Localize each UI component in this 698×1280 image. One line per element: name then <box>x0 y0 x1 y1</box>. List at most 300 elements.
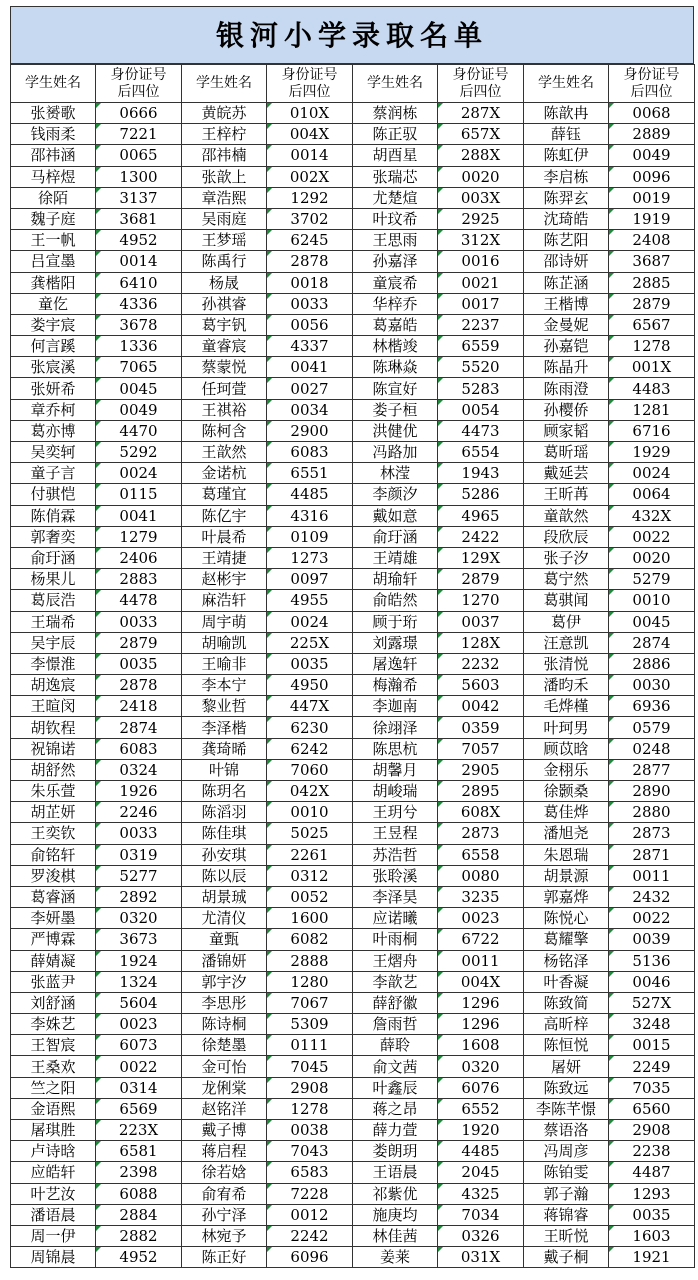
id-last4-cell: 0035 <box>96 653 182 674</box>
table-row <box>11 547 695 568</box>
student-name-cell: 俞铭轩 <box>11 844 96 865</box>
student-name-cell: 周一伊 <box>11 1225 96 1246</box>
student-name-cell: 卢诗晗 <box>11 1141 96 1162</box>
id-last4-cell: 6551 <box>267 463 353 484</box>
table-row <box>11 1120 695 1141</box>
student-name-cell: 张宸溪 <box>11 357 96 378</box>
id-last4-cell: 010X <box>267 103 353 124</box>
student-name-cell: 张瑞芯 <box>353 166 438 187</box>
student-name-cell: 戴如意 <box>353 505 438 526</box>
id-last4-cell: 6096 <box>267 1247 353 1268</box>
student-name-cell: 叶玟希 <box>353 208 438 229</box>
student-name-cell: 胡景珹 <box>182 886 267 907</box>
student-name-cell: 章浩熙 <box>182 187 267 208</box>
table-row <box>11 823 695 844</box>
id-last4-cell: 4473 <box>438 420 524 441</box>
id-last4-cell: 0034 <box>267 399 353 420</box>
id-last4-cell: 002X <box>267 166 353 187</box>
id-last4-cell: 1921 <box>609 1247 695 1268</box>
student-name-cell: 张歆上 <box>182 166 267 187</box>
student-name-cell: 尤楚煊 <box>353 187 438 208</box>
id-last4-cell: 1324 <box>96 971 182 992</box>
student-name-cell: 葛辰浩 <box>11 590 96 611</box>
id-last4-cell: 0024 <box>267 611 353 632</box>
table-row <box>11 653 695 674</box>
student-name-cell: 戴子博 <box>182 1120 267 1141</box>
table-row <box>11 293 695 314</box>
id-last4-cell: 2878 <box>96 675 182 696</box>
student-name-cell: 俞宥希 <box>182 1183 267 1204</box>
student-name-cell: 童歆然 <box>524 505 609 526</box>
id-last4-cell: 2422 <box>438 526 524 547</box>
id-last4-cell: 004X <box>438 971 524 992</box>
table-row <box>11 802 695 823</box>
id-last4-cell: 223X <box>96 1120 182 1141</box>
table-row <box>11 738 695 759</box>
student-name-cell: 葛耀擎 <box>524 929 609 950</box>
id-last4-cell: 0016 <box>438 251 524 272</box>
student-name-cell: 杨铭泽 <box>524 950 609 971</box>
id-last4-cell: 0023 <box>438 908 524 929</box>
id-last4-cell: 7045 <box>267 1056 353 1077</box>
student-name-cell: 蔡语洛 <box>524 1120 609 1141</box>
id-last4-cell: 4485 <box>438 1141 524 1162</box>
student-name-cell: 王昕悦 <box>524 1225 609 1246</box>
id-last4-cell: 1336 <box>96 336 182 357</box>
id-last4-cell: 0049 <box>96 399 182 420</box>
student-name-cell: 陈宣好 <box>353 378 438 399</box>
id-last4-cell: 0320 <box>438 1056 524 1077</box>
student-name-cell: 徐翊泽 <box>353 717 438 738</box>
student-name-cell: 王一帆 <box>11 230 96 251</box>
student-name-cell: 陈琳焱 <box>353 357 438 378</box>
student-name-cell: 徐颢桑 <box>524 781 609 802</box>
id-last4-cell: 2879 <box>609 293 695 314</box>
id-last4-cell: 7228 <box>267 1183 353 1204</box>
student-name-cell: 蒋之昂 <box>353 1098 438 1119</box>
id-last4-cell: 2871 <box>609 844 695 865</box>
student-name-cell: 刘舒涵 <box>11 992 96 1013</box>
id-last4-cell: 1603 <box>609 1225 695 1246</box>
student-name-cell: 陈正驭 <box>353 124 438 145</box>
id-last4-cell: 0022 <box>609 526 695 547</box>
student-name-cell: 叶锦 <box>182 759 267 780</box>
id-last4-cell: 2237 <box>438 314 524 335</box>
id-last4-cell: 225X <box>267 632 353 653</box>
id-last4-cell: 0579 <box>609 717 695 738</box>
header-student-name: 学生姓名 <box>524 65 609 103</box>
table-row <box>11 1014 695 1035</box>
student-name-cell: 金栩乐 <box>524 759 609 780</box>
table-row <box>11 1204 695 1225</box>
id-last4-cell: 4337 <box>267 336 353 357</box>
student-name-cell: 娄子桓 <box>353 399 438 420</box>
id-last4-cell: 4336 <box>96 293 182 314</box>
student-name-cell: 黎业哲 <box>182 696 267 717</box>
id-last4-cell: 6558 <box>438 844 524 865</box>
student-name-cell: 周宇萌 <box>182 611 267 632</box>
student-name-cell: 葛伊 <box>524 611 609 632</box>
id-last4-cell: 608X <box>438 802 524 823</box>
id-last4-cell: 6583 <box>267 1162 353 1183</box>
id-last4-cell: 0020 <box>438 166 524 187</box>
student-name-cell: 王暄闵 <box>11 696 96 717</box>
student-name-cell: 王靖雄 <box>353 547 438 568</box>
id-last4-cell: 2873 <box>438 823 524 844</box>
id-last4-cell: 0030 <box>609 675 695 696</box>
student-name-cell: 赵彬宇 <box>182 569 267 590</box>
student-name-cell: 王昱程 <box>353 823 438 844</box>
student-name-cell: 顾家韬 <box>524 420 609 441</box>
student-name-cell: 金可怡 <box>182 1056 267 1077</box>
student-name-cell: 龙俐棠 <box>182 1077 267 1098</box>
student-name-cell: 林滢 <box>353 463 438 484</box>
id-last4-cell: 0024 <box>609 463 695 484</box>
id-last4-cell: 6083 <box>267 442 353 463</box>
table-row <box>11 230 695 251</box>
id-last4-cell: 6088 <box>96 1183 182 1204</box>
student-name-cell: 严博霖 <box>11 929 96 950</box>
student-name-cell: 童宸希 <box>353 272 438 293</box>
id-last4-cell: 5025 <box>267 823 353 844</box>
student-name-cell: 邵祎涵 <box>11 145 96 166</box>
student-name-cell: 张赟歌 <box>11 103 96 124</box>
table-row <box>11 1183 695 1204</box>
table-row <box>11 971 695 992</box>
id-last4-cell: 4325 <box>438 1183 524 1204</box>
table-row <box>11 484 695 505</box>
student-name-cell: 张蓝尹 <box>11 971 96 992</box>
student-name-cell: 陈致远 <box>524 1077 609 1098</box>
table-row <box>11 187 695 208</box>
student-name-cell: 金曼妮 <box>524 314 609 335</box>
table-row <box>11 611 695 632</box>
student-name-cell: 薛聆 <box>353 1035 438 1056</box>
student-name-cell: 刘露璟 <box>353 632 438 653</box>
id-last4-cell: 2890 <box>609 781 695 802</box>
student-name-cell: 薛婧凝 <box>11 950 96 971</box>
student-name-cell: 王桑欢 <box>11 1056 96 1077</box>
id-last4-cell: 0018 <box>267 272 353 293</box>
table-row <box>11 929 695 950</box>
id-last4-cell: 1278 <box>267 1098 353 1119</box>
id-last4-cell: 0056 <box>267 314 353 335</box>
student-name-cell: 张聆溪 <box>353 865 438 886</box>
table-row <box>11 992 695 1013</box>
student-name-cell: 吕宣墨 <box>11 251 96 272</box>
student-name-cell: 陈虹伊 <box>524 145 609 166</box>
id-last4-cell: 0248 <box>609 738 695 759</box>
id-last4-cell: 6082 <box>267 929 353 950</box>
student-name-cell: 陈雨澄 <box>524 378 609 399</box>
id-last4-cell: 5292 <box>96 442 182 463</box>
id-last4-cell: 2406 <box>96 547 182 568</box>
id-last4-cell: 0049 <box>609 145 695 166</box>
student-name-cell: 李姝艺 <box>11 1014 96 1035</box>
student-name-cell: 娄宇宸 <box>11 314 96 335</box>
id-last4-cell: 3678 <box>96 314 182 335</box>
table-row <box>11 781 695 802</box>
student-name-cell: 王玥兮 <box>353 802 438 823</box>
id-last4-cell: 0109 <box>267 526 353 547</box>
student-name-cell: 徐楚墨 <box>182 1035 267 1056</box>
student-name-cell: 葛嘉皓 <box>353 314 438 335</box>
id-last4-cell: 0023 <box>96 1014 182 1035</box>
id-last4-cell: 2880 <box>609 802 695 823</box>
table-row <box>11 886 695 907</box>
student-name-cell: 葛佳烨 <box>524 802 609 823</box>
id-last4-cell: 6554 <box>438 442 524 463</box>
table-row <box>11 420 695 441</box>
student-name-cell: 林佳茜 <box>353 1225 438 1246</box>
id-last4-cell: 0111 <box>267 1035 353 1056</box>
id-last4-cell: 2889 <box>609 124 695 145</box>
id-last4-cell: 1281 <box>609 399 695 420</box>
student-name-cell: 郭子瀚 <box>524 1183 609 1204</box>
header-id-last4: 身份证号 后四位 <box>267 65 353 103</box>
table-row <box>11 526 695 547</box>
id-last4-cell: 288X <box>438 145 524 166</box>
id-last4-cell: 5309 <box>267 1014 353 1035</box>
student-name-cell: 朱恩瑞 <box>524 844 609 865</box>
id-last4-cell: 2878 <box>267 251 353 272</box>
id-last4-cell: 3673 <box>96 929 182 950</box>
id-last4-cell: 4478 <box>96 590 182 611</box>
student-name-cell: 叶鑫辰 <box>353 1077 438 1098</box>
id-last4-cell: 2232 <box>438 653 524 674</box>
id-last4-cell: 0312 <box>267 865 353 886</box>
id-last4-cell: 0080 <box>438 865 524 886</box>
student-name-cell: 李启栋 <box>524 166 609 187</box>
student-name-cell: 王瑞希 <box>11 611 96 632</box>
header-id-last4: 身份证号 后四位 <box>96 65 182 103</box>
id-last4-cell: 6230 <box>267 717 353 738</box>
student-name-cell: 杨果儿 <box>11 569 96 590</box>
id-last4-cell: 5604 <box>96 992 182 1013</box>
id-last4-cell: 2242 <box>267 1225 353 1246</box>
table-row <box>11 844 695 865</box>
student-name-cell: 顾于珩 <box>353 611 438 632</box>
id-last4-cell: 129X <box>438 547 524 568</box>
id-last4-cell: 003X <box>438 187 524 208</box>
id-last4-cell: 2873 <box>609 823 695 844</box>
table-row <box>11 145 695 166</box>
student-name-cell: 潘锦妍 <box>182 950 267 971</box>
id-last4-cell: 0033 <box>96 823 182 844</box>
id-last4-cell: 2246 <box>96 802 182 823</box>
table-row <box>11 1077 695 1098</box>
id-last4-cell: 1608 <box>438 1035 524 1056</box>
table-row <box>11 1056 695 1077</box>
id-last4-cell: 2882 <box>96 1225 182 1246</box>
student-name-cell: 潘语晨 <box>11 1204 96 1225</box>
id-last4-cell: 0039 <box>609 929 695 950</box>
id-last4-cell: 0042 <box>438 696 524 717</box>
student-name-cell: 胡峻瑞 <box>353 781 438 802</box>
id-last4-cell: 1300 <box>96 166 182 187</box>
id-last4-cell: 0054 <box>438 399 524 420</box>
student-name-cell: 薛钰 <box>524 124 609 145</box>
student-name-cell: 潘昀禾 <box>524 675 609 696</box>
student-name-cell: 屠妍 <box>524 1056 609 1077</box>
id-last4-cell: 001X <box>609 357 695 378</box>
student-name-cell: 胡钦程 <box>11 717 96 738</box>
student-name-cell: 吴奕轲 <box>11 442 96 463</box>
id-last4-cell: 6569 <box>96 1098 182 1119</box>
table-row <box>11 314 695 335</box>
student-name-cell: 童仡 <box>11 293 96 314</box>
student-name-cell: 郭宇汐 <box>182 971 267 992</box>
table-row <box>11 1162 695 1183</box>
id-last4-cell: 6083 <box>96 738 182 759</box>
student-name-cell: 段欣辰 <box>524 526 609 547</box>
id-last4-cell: 6242 <box>267 738 353 759</box>
id-last4-cell: 2892 <box>96 886 182 907</box>
table-row <box>11 696 695 717</box>
student-name-cell: 孙樱侨 <box>524 399 609 420</box>
student-name-cell: 任珂萱 <box>182 378 267 399</box>
id-last4-cell: 2432 <box>609 886 695 907</box>
student-name-cell: 苏浩哲 <box>353 844 438 865</box>
id-last4-cell: 657X <box>438 124 524 145</box>
id-last4-cell: 2879 <box>96 632 182 653</box>
id-last4-cell: 6581 <box>96 1141 182 1162</box>
student-name-cell: 王智宸 <box>11 1035 96 1056</box>
id-last4-cell: 5136 <box>609 950 695 971</box>
id-last4-cell: 0010 <box>267 802 353 823</box>
table-row <box>11 378 695 399</box>
student-name-cell: 屠逸轩 <box>353 653 438 674</box>
student-name-cell: 胡逸宸 <box>11 675 96 696</box>
student-name-cell: 胡瑜轩 <box>353 569 438 590</box>
student-name-cell: 周锦晨 <box>11 1247 96 1268</box>
student-name-cell: 蒋锦睿 <box>524 1204 609 1225</box>
id-last4-cell: 1279 <box>96 526 182 547</box>
table-row <box>11 336 695 357</box>
id-last4-cell: 2045 <box>438 1162 524 1183</box>
id-last4-cell: 4316 <box>267 505 353 526</box>
student-name-cell: 朱乐萱 <box>11 781 96 802</box>
id-last4-cell: 0011 <box>438 950 524 971</box>
id-last4-cell: 2905 <box>438 759 524 780</box>
id-last4-cell: 6245 <box>267 230 353 251</box>
student-name-cell: 孙嘉泽 <box>353 251 438 272</box>
table-row <box>11 759 695 780</box>
student-name-cell: 叶艺汝 <box>11 1183 96 1204</box>
student-name-cell: 冯路加 <box>353 442 438 463</box>
id-last4-cell: 1296 <box>438 992 524 1013</box>
student-name-cell: 胡景源 <box>524 865 609 886</box>
id-last4-cell: 2888 <box>267 950 353 971</box>
id-last4-cell: 5277 <box>96 865 182 886</box>
student-name-cell: 潘旭尧 <box>524 823 609 844</box>
student-name-cell: 孙嘉铠 <box>524 336 609 357</box>
id-last4-cell: 3235 <box>438 886 524 907</box>
student-name-cell: 钱雨柔 <box>11 124 96 145</box>
table-row <box>11 865 695 886</box>
id-last4-cell: 2886 <box>609 653 695 674</box>
student-name-cell: 陈晶升 <box>524 357 609 378</box>
id-last4-cell: 432X <box>609 505 695 526</box>
student-name-cell: 金语熙 <box>11 1098 96 1119</box>
id-last4-cell: 0022 <box>96 1056 182 1077</box>
table-row <box>11 251 695 272</box>
id-last4-cell: 6410 <box>96 272 182 293</box>
table-body <box>11 103 695 1268</box>
student-name-cell: 梅瀚希 <box>353 675 438 696</box>
student-name-cell: 王靖捷 <box>182 547 267 568</box>
id-last4-cell: 4952 <box>96 230 182 251</box>
id-last4-cell: 1292 <box>267 187 353 208</box>
id-last4-cell: 0014 <box>267 145 353 166</box>
student-name-cell: 徐陌 <box>11 187 96 208</box>
student-name-cell: 吴宇辰 <box>11 632 96 653</box>
id-last4-cell: 0033 <box>267 293 353 314</box>
id-last4-cell: 447X <box>267 696 353 717</box>
student-name-cell: 孙安琪 <box>182 844 267 865</box>
id-last4-cell: 1919 <box>609 208 695 229</box>
table-row <box>11 505 695 526</box>
student-name-cell: 张子汐 <box>524 547 609 568</box>
table-row <box>11 103 695 124</box>
student-name-cell: 蒋启程 <box>182 1141 267 1162</box>
student-name-cell: 戴延芸 <box>524 463 609 484</box>
table-row <box>11 166 695 187</box>
id-last4-cell: 0033 <box>96 611 182 632</box>
header-id-last4: 身份证号 后四位 <box>438 65 524 103</box>
student-name-cell: 童子言 <box>11 463 96 484</box>
id-last4-cell: 5520 <box>438 357 524 378</box>
id-last4-cell: 031X <box>438 1247 524 1268</box>
student-name-cell: 李本宁 <box>182 675 267 696</box>
id-last4-cell: 3248 <box>609 1014 695 1035</box>
student-name-cell: 吴雨庭 <box>182 208 267 229</box>
id-last4-cell: 0027 <box>267 378 353 399</box>
id-last4-cell: 7060 <box>267 759 353 780</box>
student-name-cell: 尤清仪 <box>182 908 267 929</box>
student-name-cell: 胡酉星 <box>353 145 438 166</box>
id-last4-cell: 6076 <box>438 1077 524 1098</box>
id-last4-cell: 7065 <box>96 357 182 378</box>
id-last4-cell: 0320 <box>96 908 182 929</box>
id-last4-cell: 0012 <box>267 1204 353 1225</box>
id-last4-cell: 0037 <box>438 611 524 632</box>
id-last4-cell: 6722 <box>438 929 524 950</box>
table-row <box>11 1035 695 1056</box>
id-last4-cell: 2879 <box>438 569 524 590</box>
id-last4-cell: 2398 <box>96 1162 182 1183</box>
student-name-cell: 王祺裕 <box>182 399 267 420</box>
student-name-cell: 孙宁泽 <box>182 1204 267 1225</box>
id-last4-cell: 0324 <box>96 759 182 780</box>
student-name-cell: 麻浩轩 <box>182 590 267 611</box>
id-last4-cell: 2408 <box>609 230 695 251</box>
id-last4-cell: 6559 <box>438 336 524 357</box>
student-name-cell: 葛宇钒 <box>182 314 267 335</box>
id-last4-cell: 6716 <box>609 420 695 441</box>
header-id-last4: 身份证号 后四位 <box>609 65 695 103</box>
student-name-cell: 杨晟 <box>182 272 267 293</box>
id-last4-cell: 2261 <box>267 844 353 865</box>
id-last4-cell: 0052 <box>267 886 353 907</box>
id-last4-cell: 7067 <box>267 992 353 1013</box>
id-last4-cell: 4470 <box>96 420 182 441</box>
id-last4-cell: 0045 <box>96 378 182 399</box>
student-name-cell: 陈思杭 <box>353 738 438 759</box>
id-last4-cell: 128X <box>438 632 524 653</box>
id-last4-cell: 2238 <box>609 1141 695 1162</box>
id-last4-cell: 1270 <box>438 590 524 611</box>
